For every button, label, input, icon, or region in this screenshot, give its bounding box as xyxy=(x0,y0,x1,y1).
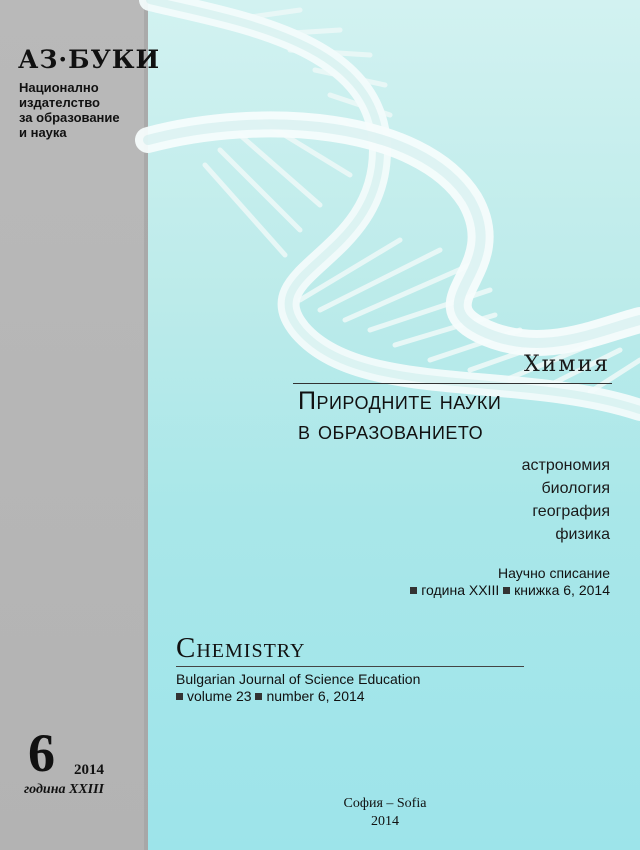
english-subtitle: Bulgarian Journal of Science Education xyxy=(176,671,421,687)
issue-year: 2014 xyxy=(74,762,104,778)
issue-volume: година XXIII xyxy=(24,782,105,797)
publisher-line: Национално xyxy=(19,80,99,95)
issue-number: 6 xyxy=(28,723,55,783)
issue-label: книжка 6, 2014 xyxy=(514,582,610,598)
publisher-logo: АЗ·БУКИ xyxy=(18,45,161,74)
journal-title-line: в образованието xyxy=(298,417,484,445)
journal-issue-line xyxy=(410,582,610,599)
helix-rung xyxy=(240,135,320,205)
subject-list xyxy=(522,454,610,546)
english-title-divider xyxy=(176,666,524,667)
journal-title xyxy=(298,386,501,446)
subject-item: биология xyxy=(541,480,610,497)
year-label: година XXIII xyxy=(421,582,500,598)
subject-item: география xyxy=(532,503,610,520)
subject-item: астрономия xyxy=(521,457,610,474)
number-label: number 6, 2014 xyxy=(266,688,365,704)
title-divider xyxy=(293,383,612,384)
publisher-line: издателство xyxy=(19,95,100,110)
subject-item: физика xyxy=(555,526,610,543)
bullet-icon xyxy=(410,587,417,594)
imprint-city: София – Sofia xyxy=(343,796,427,811)
bullet-icon xyxy=(176,693,183,700)
english-title: Chemistry xyxy=(176,632,306,664)
imprint xyxy=(300,795,470,831)
journal-type: Научно списание xyxy=(498,565,610,581)
journal-info-bg xyxy=(410,565,610,599)
helix-rung xyxy=(220,150,300,230)
english-issue-line xyxy=(176,688,420,705)
subject-title: Химия xyxy=(524,352,610,377)
publisher-line: за образование xyxy=(19,110,120,125)
volume-label: volume 23 xyxy=(187,688,252,704)
english-journal-info xyxy=(176,671,420,705)
publisher-name xyxy=(19,80,120,140)
bullet-icon xyxy=(255,693,262,700)
imprint-year: 2014 xyxy=(371,814,399,829)
publisher-line: и наука xyxy=(19,125,67,140)
journal-title-line: Природните науки xyxy=(298,387,502,415)
bullet-icon xyxy=(503,587,510,594)
